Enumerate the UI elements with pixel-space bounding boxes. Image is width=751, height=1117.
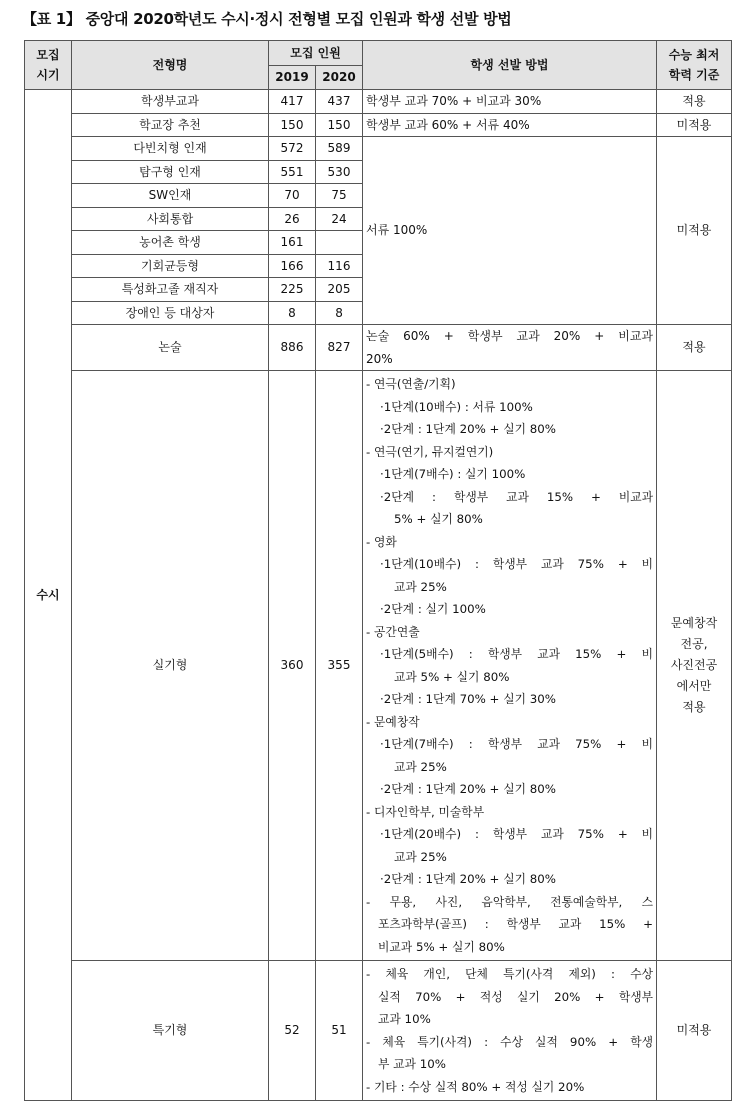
- row-2020: 530: [316, 160, 363, 184]
- row-name: 사회통합: [72, 207, 269, 231]
- method-line: ·2단계 : 1단계 20% + 실기 80%: [380, 422, 556, 436]
- table-row: [25, 961, 732, 1101]
- row-2020: 827: [316, 325, 363, 371]
- row-2019: 886: [269, 325, 316, 371]
- row-2020: [316, 231, 363, 255]
- method-line: ·2단계 : 1단계 70% + 실기 30%: [380, 692, 556, 706]
- admission-table: [24, 40, 732, 1101]
- method-line: - 영화: [366, 534, 397, 549]
- row-name: 다빈치형 인재: [72, 137, 269, 161]
- method-line: ·2단계 : 학생부 교과 15% + 비교과: [380, 489, 654, 504]
- row-2019: 166: [269, 254, 316, 278]
- period-cell: 수시: [25, 90, 72, 1101]
- method-line: ·1단계(10배수) : 학생부 교과 75% + 비: [380, 557, 654, 571]
- row-method: 학생부 교과 60% + 서류 40%: [363, 113, 657, 137]
- table-row: [25, 137, 732, 161]
- method-line: 교과 25%: [394, 849, 447, 864]
- method-line: - 기타 : 수상 실적 80% + 적성 실기 20%: [366, 1079, 585, 1094]
- row-2019: 161: [269, 231, 316, 255]
- row-name: 특성화고졸 재직자: [72, 278, 269, 302]
- header-csat: 수능 최저 학력 기준: [657, 41, 732, 90]
- header-quota: 모집 인원: [269, 41, 363, 66]
- table-row: [25, 371, 732, 961]
- row-2020: 355: [316, 371, 363, 961]
- row-2019: 150: [269, 113, 316, 137]
- row-csat: 미적용: [657, 113, 732, 137]
- row-2019: 52: [269, 961, 316, 1101]
- method-line: - 디자인학부, 미술학부: [366, 804, 485, 819]
- header-method: 학생 선발 방법: [363, 41, 657, 90]
- row-2020: 8: [316, 301, 363, 325]
- row-2020: 205: [316, 278, 363, 302]
- method-line: 부 교과 10%: [378, 1057, 446, 1071]
- practical-method: [363, 371, 657, 961]
- method-line: 교과 25%: [394, 579, 447, 594]
- header-year-2020: 2020: [316, 65, 363, 90]
- method-line: - 무용, 사진, 음악학부, 전통예술학부, 스: [366, 894, 654, 909]
- row-2020: 589: [316, 137, 363, 161]
- row-method: 논술 60% + 학생부 교과 20% + 비교과 20%: [363, 325, 657, 371]
- row-csat: 미적용: [657, 961, 732, 1101]
- row-2019: 417: [269, 90, 316, 114]
- table-row: [25, 325, 732, 371]
- row-name: 학생부교과: [72, 90, 269, 114]
- row-2019: 225: [269, 278, 316, 302]
- row-2019: 551: [269, 160, 316, 184]
- row-name: SW인재: [72, 184, 269, 208]
- method-line: 비교과 5% + 실기 80%: [378, 939, 505, 954]
- row-2019: 26: [269, 207, 316, 231]
- method-line: 교과 10%: [378, 1012, 431, 1026]
- row-name: 학교장 추천: [72, 113, 269, 137]
- group-method: 서류 100%: [363, 137, 657, 325]
- row-2019: 70: [269, 184, 316, 208]
- header-period: 모집 시기: [25, 41, 72, 90]
- method-line: - 문예창작: [366, 714, 420, 729]
- method-line: 실적 70% + 적성 실기 20% + 학생부: [378, 989, 654, 1004]
- header-type: 전형명: [72, 41, 269, 90]
- method-line: ·1단계(20배수) : 학생부 교과 75% + 비: [380, 827, 654, 841]
- row-2019: 572: [269, 137, 316, 161]
- method-line: - 체육 개인, 단체 특기(사격 제외) : 수상: [366, 967, 654, 981]
- practical-csat: 문예창작 전공, 사진전공 에서만 적용: [657, 371, 732, 961]
- special-method: [363, 961, 657, 1101]
- table-row: [25, 113, 732, 137]
- row-2020: 437: [316, 90, 363, 114]
- method-line: - 연극(연기, 뮤지컬연기): [366, 444, 494, 459]
- method-line: - 체육 특기(사격) : 수상 실적 90% + 학생: [366, 1034, 654, 1049]
- method-line: 포츠과학부(골프) : 학생부 교과 15% +: [378, 917, 654, 931]
- header-year-2019: 2019: [269, 65, 316, 90]
- method-line: 교과 25%: [394, 759, 447, 774]
- method-line: ·1단계(10배수) : 서류 100%: [380, 399, 533, 414]
- method-line: ·1단계(7배수) : 실기 100%: [380, 467, 526, 481]
- method-line: 교과 5% + 실기 80%: [394, 669, 510, 684]
- method-line: ·2단계 : 1단계 20% + 실기 80%: [380, 872, 556, 886]
- row-2020: 75: [316, 184, 363, 208]
- method-line: ·2단계 : 실기 100%: [380, 602, 486, 616]
- row-name: 장애인 등 대상자: [72, 301, 269, 325]
- table-title: 【표 1】 중앙대 2020학년도 수시·정시 전형별 모집 인원과 학생 선발 방법: [22, 10, 512, 28]
- method-line: 5% + 실기 80%: [394, 512, 483, 526]
- table-row: [25, 90, 732, 114]
- method-line: ·1단계(5배수) : 학생부 교과 15% + 비: [380, 647, 654, 661]
- row-2020: 51: [316, 961, 363, 1101]
- row-name: 실기형: [72, 371, 269, 961]
- header-row-1: [25, 41, 732, 66]
- row-csat: 적용: [657, 90, 732, 114]
- row-name: 특기형: [72, 961, 269, 1101]
- row-2019: 8: [269, 301, 316, 325]
- method-line: - 공간연출: [366, 624, 420, 639]
- method-line: ·2단계 : 1단계 20% + 실기 80%: [380, 782, 556, 796]
- row-name: 농어촌 학생: [72, 231, 269, 255]
- row-name: 탐구형 인재: [72, 160, 269, 184]
- row-name: 논술: [72, 325, 269, 371]
- method-line: - 연극(연출/기획): [366, 377, 456, 391]
- row-name: 기회균등형: [72, 254, 269, 278]
- method-line: ·1단계(7배수) : 학생부 교과 75% + 비: [380, 737, 654, 751]
- row-2020: 150: [316, 113, 363, 137]
- row-method: 학생부 교과 70% + 비교과 30%: [363, 90, 657, 114]
- row-csat: 적용: [657, 325, 732, 371]
- row-2020: 24: [316, 207, 363, 231]
- row-2019: 360: [269, 371, 316, 961]
- row-2020: 116: [316, 254, 363, 278]
- group-csat: 미적용: [657, 137, 732, 325]
